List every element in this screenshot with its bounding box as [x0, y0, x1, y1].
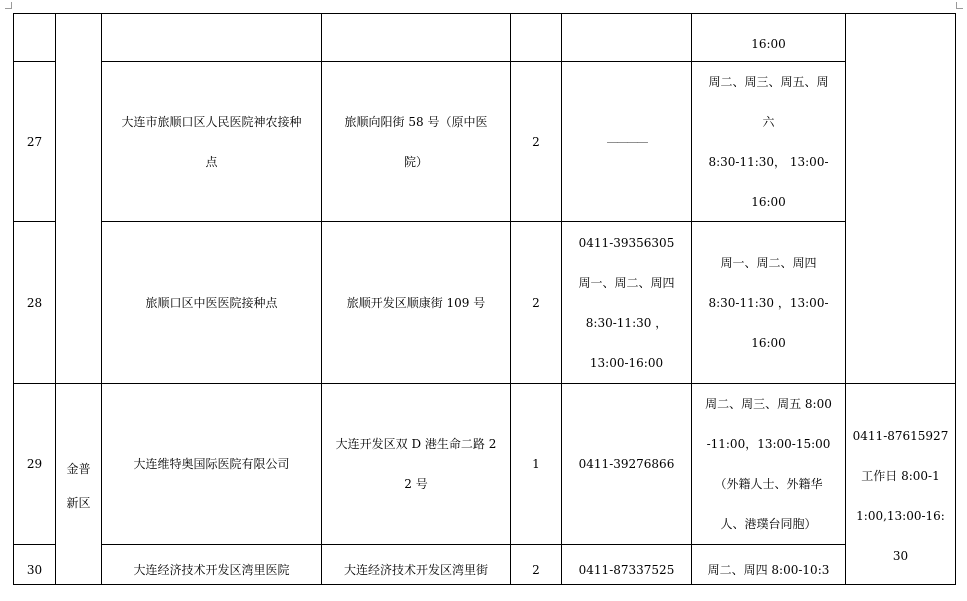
table-cell-count [511, 384, 561, 544]
address-line: 旅顺向阳街 58 号（原中医 [344, 114, 488, 129]
hours-line: 16:00 [751, 194, 786, 209]
table-cell-address [322, 384, 510, 544]
row-number: 27 [26, 134, 43, 149]
address-line: 大连经济技术开发区湾里街 [343, 563, 488, 577]
table-cell-site-name [102, 545, 321, 584]
count-value: 2 [532, 563, 540, 577]
phone-line: 0411-39276866 [578, 457, 675, 471]
count-value: 1 [532, 457, 540, 471]
count-value: 2 [532, 134, 540, 149]
table-cell-count [511, 545, 561, 584]
region-line: 新区 [66, 496, 91, 510]
table-cell-address [322, 545, 510, 584]
table-cell-phone [562, 545, 691, 584]
hours-line: 人、港璞台同胞） [720, 517, 817, 531]
table-cell-hours [692, 545, 845, 584]
row-number: 30 [26, 563, 43, 577]
address-line: 旅顺开发区顺康街 109 号 [346, 295, 486, 310]
hours-line: （外籍人士、外籍华 [714, 477, 823, 491]
table-cell-phone [562, 222, 691, 383]
hours-line: 周二、周三、周五 8:00 [705, 397, 832, 411]
table-cell-site-name [102, 384, 321, 544]
table-cell-number [14, 545, 55, 584]
table-cell-number [14, 62, 55, 221]
table-cell-region [56, 444, 101, 528]
row-number: 28 [26, 295, 43, 310]
site-name-line: 旅顺口区中医医院接种点 [145, 295, 278, 310]
table-cell-phone [562, 384, 691, 544]
hours-line: 周二、周三、周五、周 [708, 74, 829, 89]
table-cell-count [511, 62, 561, 221]
table-cell-site-name [102, 62, 321, 221]
phone-line: 8:30-11:30 ， [585, 315, 668, 330]
hours-line: 16:00 [751, 335, 786, 350]
contact-line: 工作日 8:00-1 [861, 469, 940, 483]
table-cell-site-name [102, 222, 321, 383]
region-line: 金普 [66, 462, 91, 476]
site-name-line: 大连市旅顺口区人民医院神农接种 [121, 114, 302, 129]
table-cell-address [322, 222, 510, 383]
hours-line: 8:30-11:30 ，13:00- [708, 295, 829, 310]
table-cell-hours [692, 26, 845, 62]
phone-line: 0411-39356305 [578, 235, 675, 250]
table-cell-number [14, 384, 55, 544]
table-cell-number [14, 222, 55, 383]
hours-line: 周二、周四 8:00-10:3 [707, 563, 830, 577]
address-line: 2 号 [404, 477, 428, 491]
site-name-line: 大连经济技术开发区湾里医院 [133, 563, 290, 577]
address-line: 院） [403, 154, 428, 169]
table-cell-hours [692, 222, 845, 383]
address-line: 大连开发区双 D 港生命二路 2 [335, 437, 497, 451]
site-name-line: 大连维特奥国际医院有限公司 [133, 457, 290, 471]
phone-line: 周一、周二、周四 [578, 275, 675, 290]
hours-line: 16:00 [751, 37, 786, 51]
site-name-line: 点 [205, 154, 218, 169]
count-value: 2 [532, 295, 540, 310]
hours-line: -11:00，13:00-15:00 [706, 437, 831, 451]
table-cell-address [322, 62, 510, 221]
hours-line: 8:30-11:30， 13:00- [708, 154, 829, 169]
table-cell-contact [846, 384, 955, 584]
hours-line: 六 [762, 114, 775, 129]
table-cell-hours [692, 384, 845, 544]
row-number: 29 [26, 457, 43, 471]
hours-line: 周一、周二、周四 [720, 255, 817, 270]
table-cell-phone [562, 62, 691, 221]
contact-line: 1:00,13:00-16: [856, 509, 945, 523]
phone-line: 13:00-16:00 [589, 355, 664, 370]
phone-placeholder-dash: ———— [606, 134, 647, 149]
table-cell-count [511, 222, 561, 383]
table-cell-hours [692, 62, 845, 221]
contact-line: 30 [892, 549, 909, 563]
phone-line: 0411-87337525 [578, 563, 675, 577]
contact-line: 0411-87615927 [852, 429, 949, 443]
